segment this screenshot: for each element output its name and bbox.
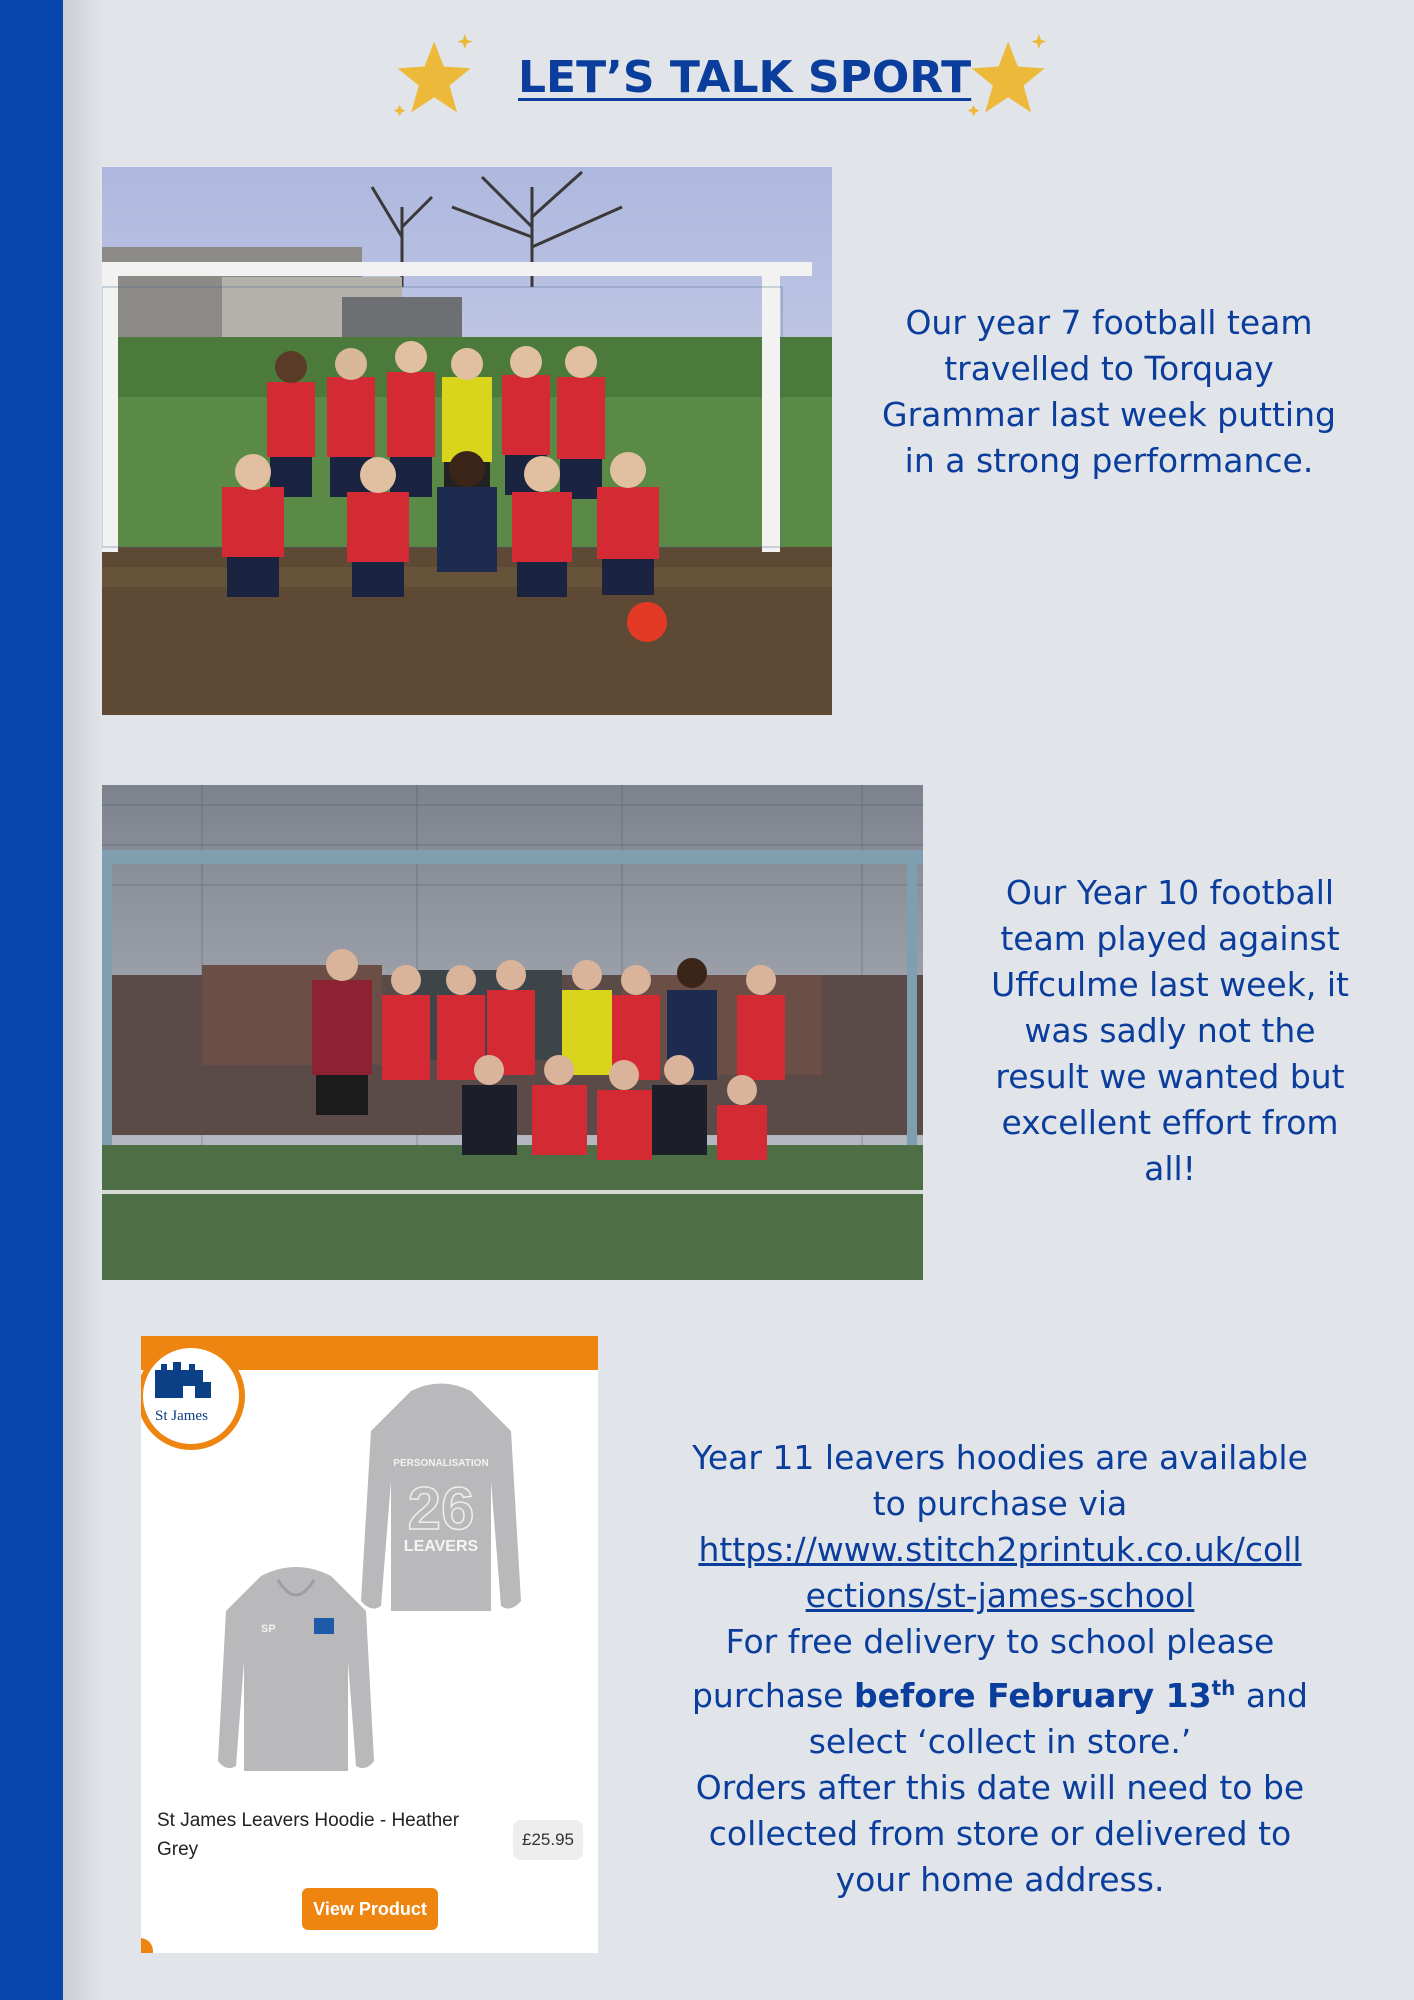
hoodie-intro-text: Year 11 leavers hoodies are available to purchase via <box>692 1438 1308 1523</box>
year7-team-photo <box>102 167 832 715</box>
star-icon <box>390 30 486 126</box>
page-title: LET’S TALK SPORT <box>518 52 972 103</box>
orders-note: Orders after this date will need to be collected from store or delivered to your home address. <box>695 1768 1305 1899</box>
hoodie-back-image <box>361 1381 521 1621</box>
hoodie-paragraph <box>690 1435 1310 1903</box>
year10-team-photo <box>102 785 923 1280</box>
school-logo <box>141 1342 245 1450</box>
hoodie-back-top-text: PERSONALISATION <box>393 1458 489 1469</box>
left-bar-shadow <box>63 0 103 2000</box>
corner-accent <box>141 1938 153 1953</box>
hoodie-product-card[interactable] <box>141 1336 598 1953</box>
castle-icon <box>153 1360 213 1400</box>
star-icon <box>964 30 1060 126</box>
page-header <box>390 30 1060 130</box>
deadline-suffix: th <box>1211 1676 1236 1700</box>
year7-paragraph: Our year 7 football team travelled to Torquay Grammar last week putting in a strong performance. <box>882 303 1336 480</box>
view-product-button[interactable]: View Product <box>302 1888 438 1930</box>
year10-paragraph: Our Year 10 football team played against Uffculme last week, it was sadly not the result we wanted but excellent effort from all! <box>991 873 1349 1188</box>
product-name: St James Leavers Hoodie - Heather Grey <box>157 1810 460 1860</box>
delivery-text-end: and select ‘collect in store.’ <box>808 1676 1308 1761</box>
delivery-deadline: before February 13 <box>853 1676 1212 1715</box>
product-price: £25.95 <box>513 1820 583 1860</box>
hoodie-back-bottom-text: LEAVERS <box>403 1538 479 1555</box>
hoodie-back-number: 26 <box>407 1475 475 1542</box>
delivery-text-start: For free delivery to school please purchase <box>691 1622 1275 1715</box>
hoodie-front-image <box>216 1566 376 1776</box>
logo-label: St James <box>155 1408 208 1424</box>
left-accent-bar <box>0 0 63 2000</box>
hoodie-front-initials: SP <box>261 1623 276 1635</box>
stitch2print-link[interactable]: https://www.stitch2printuk.co.uk/collections/st-james-school <box>698 1530 1302 1615</box>
